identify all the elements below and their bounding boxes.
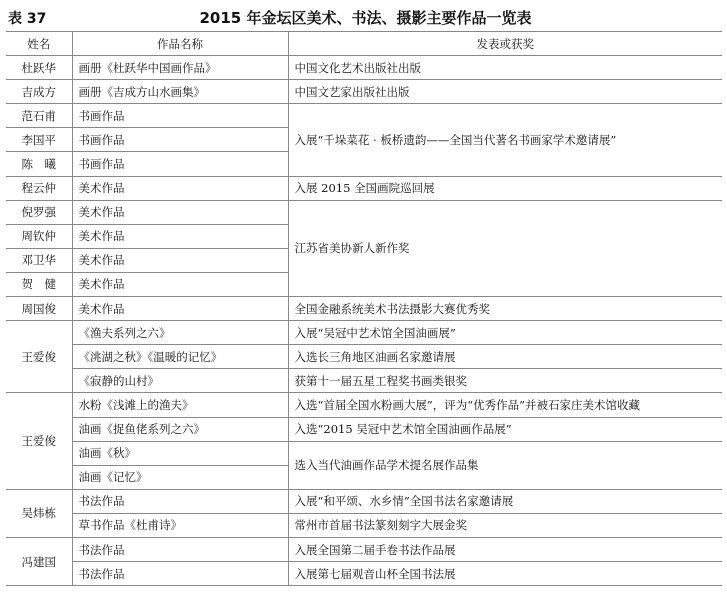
artist-name: 杜跃华 [6, 56, 72, 80]
work-title: 书画作品 [72, 128, 288, 152]
table-number: 表 37 [8, 11, 47, 27]
artist-name: 范石甫 [6, 104, 72, 128]
award-text: 全国金融系统美术书法摄影大赛优秀奖 [288, 297, 722, 321]
award-text: 获第十一届五星工程奖书画类银奖 [288, 369, 722, 393]
artist-name: 邓卫华 [6, 248, 72, 272]
work-title: 《渔夫系列之六》 [72, 321, 288, 345]
header-row [6, 32, 722, 56]
award-text: 入展“和平颂、水乡情”全国书法名家邀请展 [288, 489, 722, 513]
table-row [6, 104, 722, 128]
artist-name: 王爱俊 [6, 393, 72, 489]
award-text: 入选“2015 吴冠中艺术馆全国油画作品展” [288, 417, 722, 441]
artist-name: 贺 健 [6, 272, 72, 296]
work-title: 水粉《浅滩上的渔夫》 [72, 393, 288, 417]
work-title: 书法作品 [72, 562, 288, 586]
work-title: 美术作品 [72, 297, 288, 321]
artist-name: 李国平 [6, 128, 72, 152]
work-title: 书画作品 [72, 152, 288, 176]
table-row [6, 297, 722, 321]
work-title: 书法作品 [72, 537, 288, 561]
header-award: 发表或获奖 [288, 32, 722, 56]
table-row [6, 441, 722, 465]
work-title: 美术作品 [72, 272, 288, 296]
work-title: 《洮湖之秋》《温暖的记忆》 [72, 345, 288, 369]
table-row [6, 369, 722, 393]
award-text: 入选长三角地区油画名家邀请展 [288, 345, 722, 369]
work-title: 油画《捉鱼佬系列之六》 [72, 417, 288, 441]
artist-name: 吴炜栋 [6, 489, 72, 537]
table-row [6, 80, 722, 104]
work-title: 书画作品 [72, 104, 288, 128]
award-text: 入展 2015 全国画院巡回展 [288, 176, 722, 200]
award-text: 入选“首届全国水粉画大展”，评为“优秀作品”并被石家庄美术馆收藏 [288, 393, 722, 417]
work-title: 书法作品 [72, 489, 288, 513]
header-name: 姓名 [6, 32, 72, 56]
work-title: 草书作品《杜甫诗》 [72, 513, 288, 537]
work-title: 《寂静的山村》 [72, 369, 288, 393]
award-text: 江苏省美协新人新作奖 [288, 200, 722, 296]
artist-name: 王爱俊 [6, 321, 72, 393]
table-row [6, 417, 722, 441]
artist-name: 程云仲 [6, 176, 72, 200]
award-text: 入展全国第二届手卷书法作品展 [288, 537, 722, 561]
table-row [6, 321, 722, 345]
table-row [6, 513, 722, 537]
award-text: 常州市首届书法篆刻刻字大展金奖 [288, 513, 722, 537]
work-title: 美术作品 [72, 176, 288, 200]
work-title: 油画《秋》 [72, 441, 288, 465]
work-title: 美术作品 [72, 248, 288, 272]
table-row [6, 537, 722, 561]
table-row [6, 562, 722, 586]
artist-name: 倪罗强 [6, 200, 72, 224]
award-text: 入展“吴冠中艺术馆全国油画展” [288, 321, 722, 345]
works-table [6, 31, 722, 586]
award-text: 中国文化艺术出版社出版 [288, 56, 722, 80]
award-text: 入展“千垛菜花 · 板桥遗韵——全国当代著名书画家学术邀请展” [288, 104, 722, 176]
work-title: 画册《吉成方山水画集》 [72, 80, 288, 104]
header-work: 作品名称 [72, 32, 288, 56]
award-text: 中国文艺家出版社出版 [288, 80, 722, 104]
table-row [6, 489, 722, 513]
table-caption [8, 6, 723, 30]
table-row [6, 176, 722, 200]
work-title: 美术作品 [72, 200, 288, 224]
table-title: 2015 年金坛区美术、书法、摄影主要作品一览表 [199, 9, 532, 27]
award-text: 选入当代油画作品学术提名展作品集 [288, 441, 722, 489]
table-row [6, 345, 722, 369]
table-row [6, 200, 722, 224]
artist-name: 周国俊 [6, 297, 72, 321]
artist-name: 陈 曦 [6, 152, 72, 176]
artist-name: 冯建国 [6, 537, 72, 585]
table-row [6, 393, 722, 417]
work-title: 美术作品 [72, 224, 288, 248]
artist-name: 吉成方 [6, 80, 72, 104]
award-text: 入展第七届观音山杯全国书法展 [288, 562, 722, 586]
work-title: 油画《记忆》 [72, 465, 288, 489]
table-row [6, 56, 722, 80]
artist-name: 周钦仲 [6, 224, 72, 248]
work-title: 画册《杜跃华中国画作品》 [72, 56, 288, 80]
